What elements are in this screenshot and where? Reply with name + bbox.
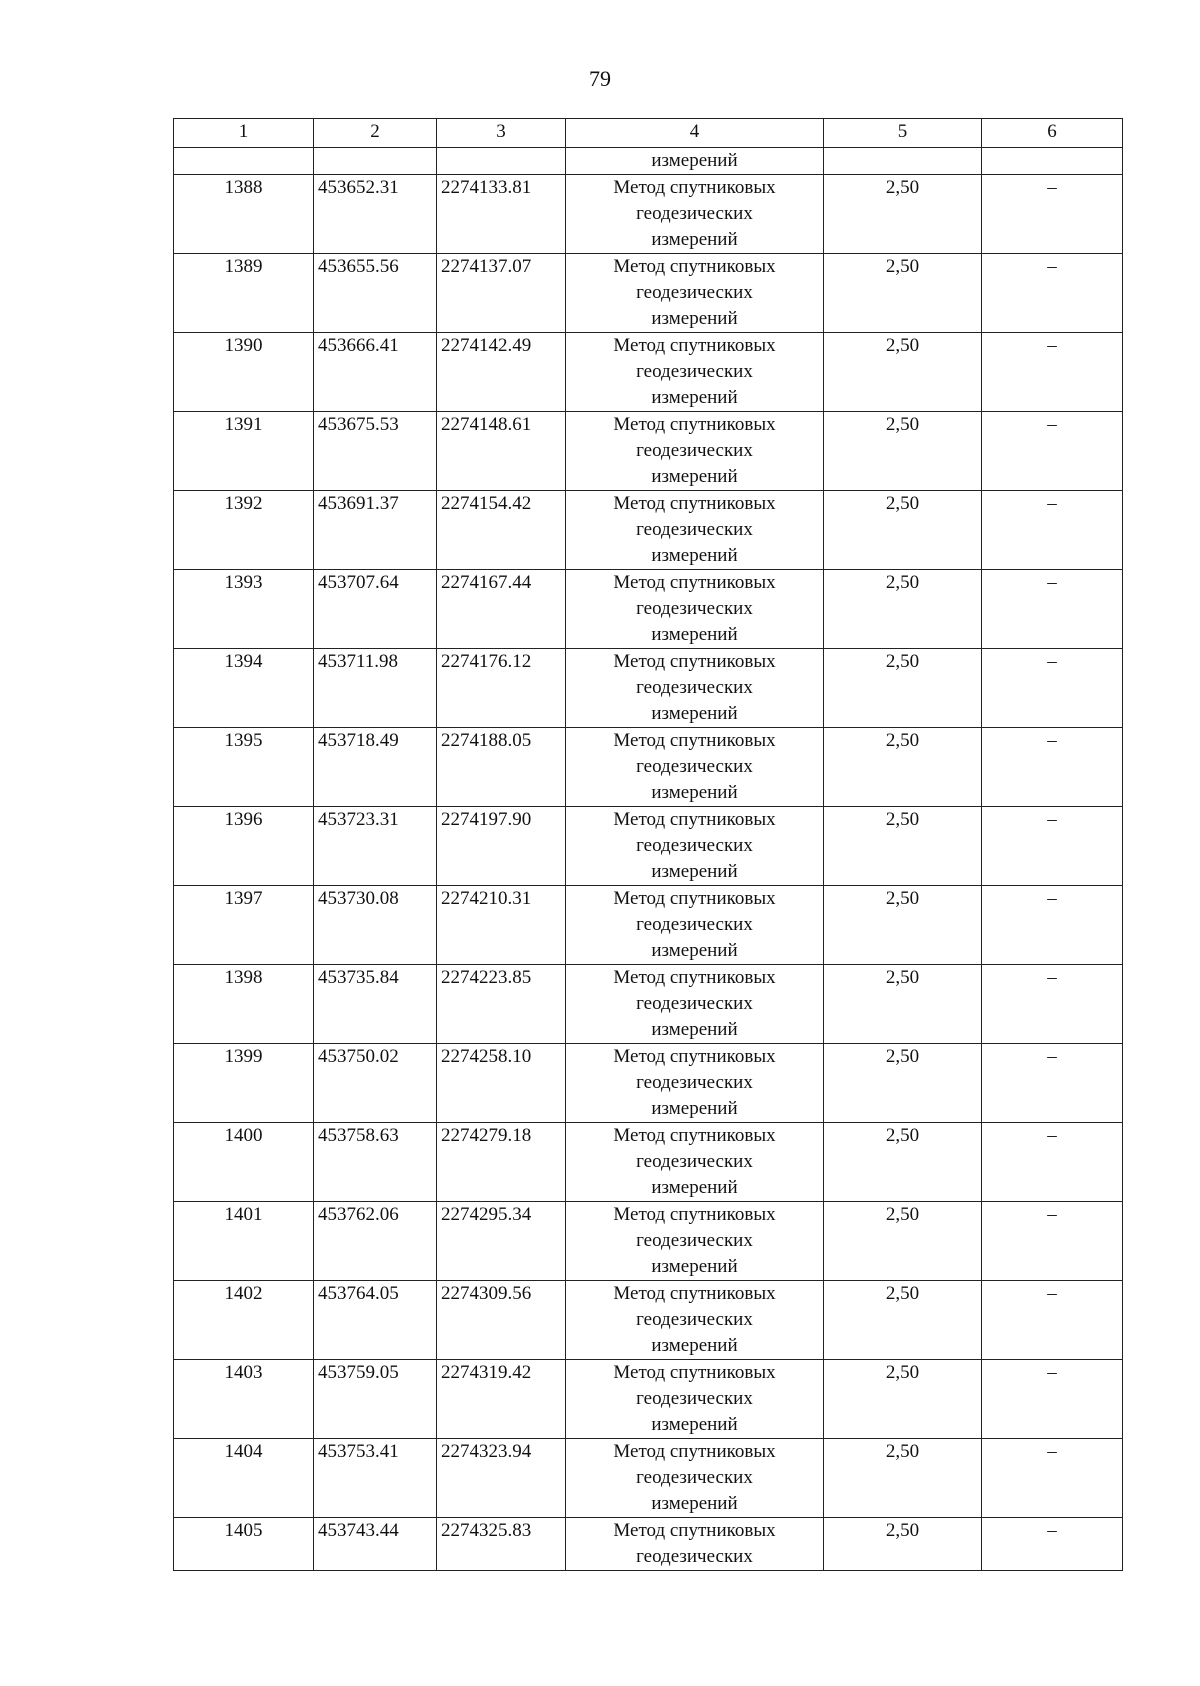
accuracy-value: 2,50 <box>824 1202 982 1281</box>
accuracy-value: 2,50 <box>824 1044 982 1123</box>
accuracy-value: 2,50 <box>824 649 982 728</box>
accuracy-value: 2,50 <box>824 807 982 886</box>
method-line: геодезических <box>636 756 753 777</box>
description-value: – <box>982 728 1123 807</box>
accuracy-value: 2,50 <box>824 1123 982 1202</box>
method-line: геодезических <box>636 1546 753 1567</box>
accuracy-value: 2,50 <box>824 886 982 965</box>
coordinate-y: 2274223.85 <box>437 965 566 1044</box>
method-cell <box>566 570 824 649</box>
method-cell <box>566 807 824 886</box>
description-value: – <box>982 570 1123 649</box>
method-cell <box>566 1518 824 1571</box>
method-line: геодезических <box>636 1151 753 1172</box>
method-line: Метод спутниковых <box>613 1283 776 1304</box>
method-cell <box>566 649 824 728</box>
header-cell: 2 <box>314 119 437 148</box>
method-line: измерений <box>651 229 738 250</box>
method-line: Метод спутниковых <box>613 1204 776 1225</box>
coordinate-y: 2274148.61 <box>437 412 566 491</box>
table-row <box>174 807 1123 886</box>
method-line: Метод спутниковых <box>613 809 776 830</box>
point-number: 1403 <box>174 1360 314 1439</box>
method-line: Метод спутниковых <box>613 177 776 198</box>
description-value: – <box>982 965 1123 1044</box>
method-line: геодезических <box>636 1388 753 1409</box>
point-number: 1392 <box>174 491 314 570</box>
header-cell: 3 <box>437 119 566 148</box>
coordinates-table <box>173 118 1123 1571</box>
method-line: геодезических <box>636 519 753 540</box>
accuracy-value: 2,50 <box>824 965 982 1044</box>
accuracy-value: 2,50 <box>824 333 982 412</box>
table-row <box>174 1123 1123 1202</box>
point-number: 1396 <box>174 807 314 886</box>
continuation-text: измерений <box>566 148 824 175</box>
description-value: – <box>982 1123 1123 1202</box>
method-cell <box>566 333 824 412</box>
description-value: – <box>982 1202 1123 1281</box>
method-line: геодезических <box>636 835 753 856</box>
table-row <box>174 412 1123 491</box>
method-line: измерений <box>651 624 738 645</box>
method-line: геодезических <box>636 1467 753 1488</box>
point-number: 1404 <box>174 1439 314 1518</box>
coordinate-y: 2274176.12 <box>437 649 566 728</box>
coordinate-x: 453711.98 <box>314 649 437 728</box>
description-value: – <box>982 886 1123 965</box>
method-line: геодезических <box>636 1072 753 1093</box>
method-cell <box>566 1044 824 1123</box>
method-line: измерений <box>651 545 738 566</box>
header-cell: 4 <box>566 119 824 148</box>
coordinate-y: 2274133.81 <box>437 175 566 254</box>
accuracy-value: 2,50 <box>824 570 982 649</box>
coordinate-x: 453764.05 <box>314 1281 437 1360</box>
method-line: измерений <box>651 1493 738 1514</box>
table-row <box>174 728 1123 807</box>
method-line: измерений <box>651 387 738 408</box>
method-cell <box>566 965 824 1044</box>
method-line: геодезических <box>636 1309 753 1330</box>
description-value: – <box>982 649 1123 728</box>
point-number: 1394 <box>174 649 314 728</box>
point-number: 1400 <box>174 1123 314 1202</box>
coordinate-y: 2274137.07 <box>437 254 566 333</box>
coordinate-x: 453675.53 <box>314 412 437 491</box>
method-line: Метод спутниковых <box>613 414 776 435</box>
coordinate-x: 453762.06 <box>314 1202 437 1281</box>
table-row <box>174 491 1123 570</box>
header-cell: 1 <box>174 119 314 148</box>
coordinate-y: 2274167.44 <box>437 570 566 649</box>
accuracy-value: 2,50 <box>824 175 982 254</box>
point-number: 1395 <box>174 728 314 807</box>
method-line: геодезических <box>636 1230 753 1251</box>
method-line: Метод спутниковых <box>613 572 776 593</box>
method-line: Метод спутниковых <box>613 493 776 514</box>
header-cell: 5 <box>824 119 982 148</box>
accuracy-value: 2,50 <box>824 1360 982 1439</box>
table-row <box>174 1281 1123 1360</box>
coordinate-y: 2274258.10 <box>437 1044 566 1123</box>
method-line: Метод спутниковых <box>613 335 776 356</box>
method-line: измерений <box>651 782 738 803</box>
method-line: геодезических <box>636 440 753 461</box>
point-number: 1405 <box>174 1518 314 1571</box>
coordinate-y: 2274188.05 <box>437 728 566 807</box>
method-line: измерений <box>651 1019 738 1040</box>
method-cell <box>566 254 824 333</box>
method-line: геодезических <box>636 203 753 224</box>
page-number: 79 <box>589 66 611 91</box>
table-row <box>174 333 1123 412</box>
table-row <box>174 886 1123 965</box>
continuation-row <box>174 148 1123 175</box>
point-number: 1401 <box>174 1202 314 1281</box>
method-line: Метод спутниковых <box>613 1046 776 1067</box>
accuracy-value: 2,50 <box>824 1518 982 1571</box>
coordinate-y: 2274197.90 <box>437 807 566 886</box>
method-cell <box>566 1360 824 1439</box>
table-row <box>174 1518 1123 1571</box>
coordinate-x: 453730.08 <box>314 886 437 965</box>
method-line: геодезических <box>636 677 753 698</box>
description-value: – <box>982 175 1123 254</box>
point-number: 1389 <box>174 254 314 333</box>
method-line: геодезических <box>636 914 753 935</box>
header-row <box>174 119 1123 148</box>
method-line: Метод спутниковых <box>613 967 776 988</box>
description-value: – <box>982 333 1123 412</box>
method-line: измерений <box>651 308 738 329</box>
table-row <box>174 1202 1123 1281</box>
method-line: измерений <box>651 1098 738 1119</box>
coordinate-x: 453758.63 <box>314 1123 437 1202</box>
description-value: – <box>982 1044 1123 1123</box>
table-row <box>174 570 1123 649</box>
description-value: – <box>982 491 1123 570</box>
header-cell: 6 <box>982 119 1123 148</box>
method-cell <box>566 1281 824 1360</box>
description-value: – <box>982 1281 1123 1360</box>
coordinate-x: 453718.49 <box>314 728 437 807</box>
method-line: геодезических <box>636 361 753 382</box>
accuracy-value: 2,50 <box>824 728 982 807</box>
method-cell <box>566 1439 824 1518</box>
method-cell <box>566 1123 824 1202</box>
method-cell <box>566 886 824 965</box>
table-row <box>174 1044 1123 1123</box>
method-line: Метод спутниковых <box>613 1441 776 1462</box>
method-line: измерений <box>651 1335 738 1356</box>
method-line: геодезических <box>636 282 753 303</box>
coordinate-x: 453759.05 <box>314 1360 437 1439</box>
point-number: 1390 <box>174 333 314 412</box>
method-line: Метод спутниковых <box>613 651 776 672</box>
method-cell <box>566 728 824 807</box>
description-value: – <box>982 1439 1123 1518</box>
table-row <box>174 1360 1123 1439</box>
table-row <box>174 649 1123 728</box>
method-line: измерений <box>651 940 738 961</box>
coordinate-y: 2274154.42 <box>437 491 566 570</box>
accuracy-value: 2,50 <box>824 491 982 570</box>
coordinate-x: 453753.41 <box>314 1439 437 1518</box>
description-value: – <box>982 254 1123 333</box>
accuracy-value: 2,50 <box>824 1281 982 1360</box>
description-value: – <box>982 412 1123 491</box>
accuracy-value: 2,50 <box>824 254 982 333</box>
point-number: 1402 <box>174 1281 314 1360</box>
method-cell <box>566 412 824 491</box>
method-line: измерений <box>651 1177 738 1198</box>
table-row <box>174 254 1123 333</box>
description-value: – <box>982 1518 1123 1571</box>
method-cell <box>566 175 824 254</box>
coordinate-x: 453652.31 <box>314 175 437 254</box>
coordinate-x: 453750.02 <box>314 1044 437 1123</box>
coordinate-x: 453655.56 <box>314 254 437 333</box>
coordinate-y: 2274142.49 <box>437 333 566 412</box>
coordinate-y: 2274279.18 <box>437 1123 566 1202</box>
point-number: 1399 <box>174 1044 314 1123</box>
accuracy-value: 2,50 <box>824 1439 982 1518</box>
accuracy-value: 2,50 <box>824 412 982 491</box>
method-line: Метод спутниковых <box>613 1520 776 1541</box>
table-row <box>174 1439 1123 1518</box>
coordinate-y: 2274319.42 <box>437 1360 566 1439</box>
method-line: Метод спутниковых <box>613 1362 776 1383</box>
coordinate-y: 2274325.83 <box>437 1518 566 1571</box>
table-row <box>174 965 1123 1044</box>
method-cell <box>566 491 824 570</box>
point-number: 1397 <box>174 886 314 965</box>
coordinate-y: 2274210.31 <box>437 886 566 965</box>
point-number: 1388 <box>174 175 314 254</box>
method-line: Метод спутниковых <box>613 1125 776 1146</box>
description-value: – <box>982 1360 1123 1439</box>
coordinate-x: 453691.37 <box>314 491 437 570</box>
method-line: измерений <box>651 466 738 487</box>
method-line: измерений <box>651 861 738 882</box>
description-value: – <box>982 807 1123 886</box>
method-line: Метод спутниковых <box>613 730 776 751</box>
table-row <box>174 175 1123 254</box>
method-cell <box>566 1202 824 1281</box>
coordinate-x: 453666.41 <box>314 333 437 412</box>
method-line: измерений <box>651 703 738 724</box>
point-number: 1398 <box>174 965 314 1044</box>
method-line: измерений <box>651 1256 738 1277</box>
method-line: Метод спутниковых <box>613 256 776 277</box>
method-line: геодезических <box>636 598 753 619</box>
coordinate-y: 2274323.94 <box>437 1439 566 1518</box>
method-line: Метод спутниковых <box>613 888 776 909</box>
coordinate-y: 2274295.34 <box>437 1202 566 1281</box>
coordinate-y: 2274309.56 <box>437 1281 566 1360</box>
method-line: измерений <box>651 1414 738 1435</box>
coordinate-x: 453723.31 <box>314 807 437 886</box>
coordinate-x: 453707.64 <box>314 570 437 649</box>
point-number: 1393 <box>174 570 314 649</box>
point-number: 1391 <box>174 412 314 491</box>
method-line: геодезических <box>636 993 753 1014</box>
coordinate-x: 453743.44 <box>314 1518 437 1571</box>
coordinate-x: 453735.84 <box>314 965 437 1044</box>
